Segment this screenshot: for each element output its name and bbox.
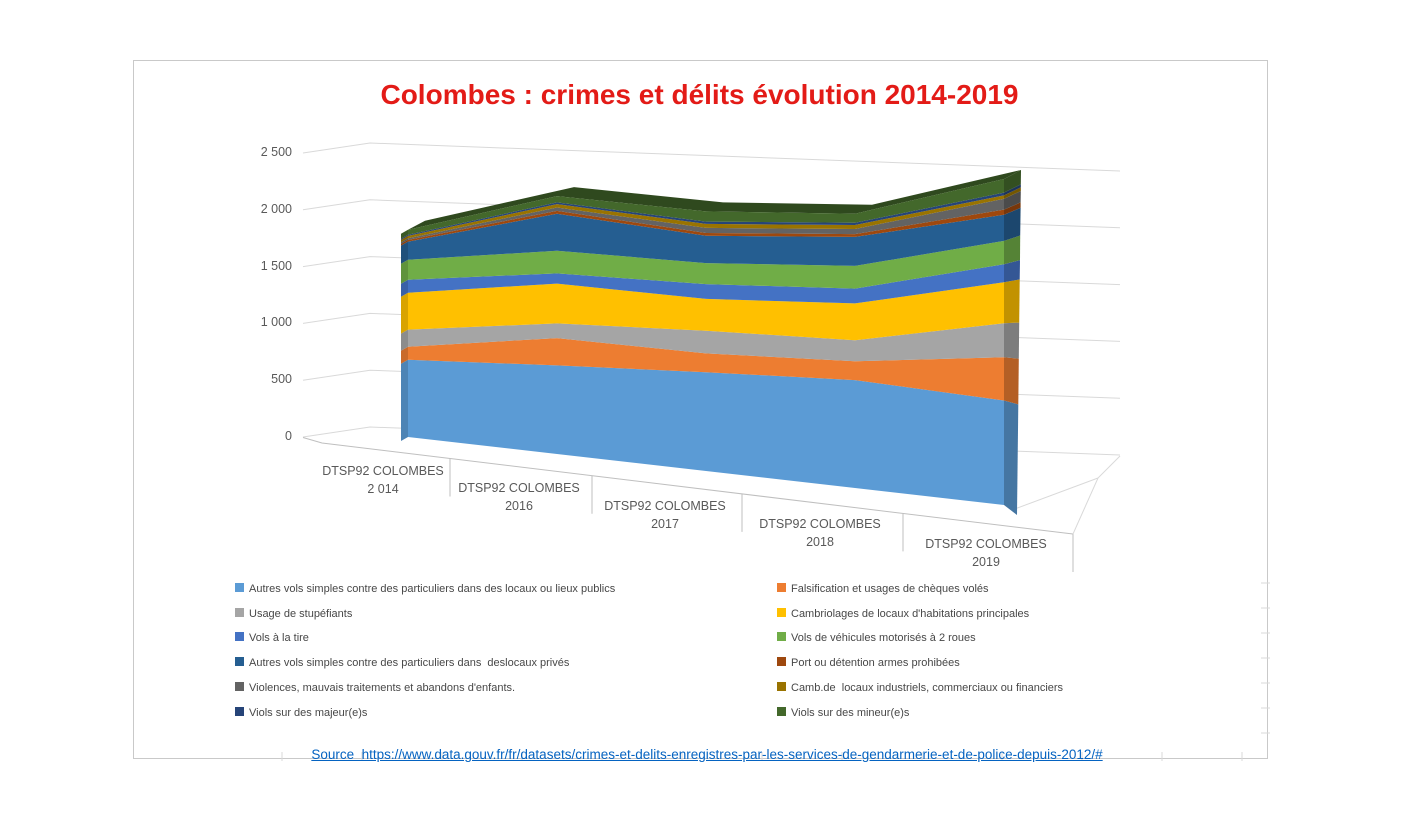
legend-label: Camb.de locaux industriels, commerciaux ou financiers: [791, 681, 1064, 694]
legend-item: [235, 583, 615, 599]
legend-item: [777, 608, 1029, 624]
legend-swatch: [235, 632, 244, 641]
floor-right-edge: [1073, 456, 1120, 534]
legend-swatch: [777, 608, 786, 617]
legend-swatch: [235, 608, 244, 617]
series-side-face: [1004, 357, 1019, 404]
legend-item: [235, 608, 352, 624]
legend-item: [235, 632, 309, 648]
legend-swatch: [235, 583, 244, 592]
series-left-face: [401, 360, 408, 441]
category-label: DTSP92 COLOMBES 2019: [925, 537, 1047, 570]
legend-item: [777, 707, 909, 723]
legend-label: Port ou détention armes prohibées: [791, 657, 960, 670]
legend-label: Usage de stupéfiants: [249, 607, 353, 620]
legend-item: [777, 583, 989, 599]
category-label: DTSP92 COLOMBES 2018: [759, 517, 881, 550]
y-axis-tick-label: 1 000: [260, 315, 292, 330]
legend-swatch: [235, 707, 244, 716]
floor-back-edge: [1012, 478, 1098, 510]
legend-swatch: [777, 583, 786, 592]
series-side-face: [1004, 401, 1018, 516]
category-label: DTSP92 COLOMBES 2 014: [322, 464, 444, 497]
y-axis-tick-label: 0: [285, 429, 292, 443]
y-axis-tick-label: 1 500: [260, 258, 292, 273]
legend-item: [777, 632, 976, 648]
series-side-face: [1004, 323, 1019, 359]
category-label: DTSP92 COLOMBES 2016: [458, 480, 580, 513]
legend-label: Falsification et usages de chèques volés: [791, 583, 989, 595]
value-gridline: [303, 143, 1120, 171]
legend-label: Autres vols simples contre des particuliers dans des locaux ou lieux publics: [249, 583, 616, 595]
legend-swatch: [777, 632, 786, 641]
legend-item: [777, 657, 960, 673]
y-axis-tick-label: 2 000: [260, 201, 292, 216]
y-axis-tick-label: 2 500: [260, 145, 292, 159]
legend-swatch: [777, 657, 786, 666]
legend-swatch: [235, 657, 244, 666]
series-left-face: [401, 260, 408, 284]
legend-label: Autres vols simples contre des particuliers dans deslocaux privés: [249, 657, 570, 670]
legend-label: Vols à la tire: [249, 632, 309, 645]
legend-label: Viols sur des mineur(e)s: [791, 706, 910, 719]
legend-item: [235, 682, 515, 698]
category-label: DTSP92 COLOMBES 2017: [604, 498, 726, 531]
legend-label: Violences, mauvais traitements et abandons d'enfants.: [249, 681, 516, 694]
legend-label: Cambriolages de locaux d'habitations principales: [791, 607, 1030, 620]
legend-swatch: [777, 682, 786, 691]
y-axis-tick-label: 500: [271, 372, 292, 387]
legend-item: [235, 657, 569, 673]
legend-label: Viols sur des majeur(e)s: [249, 706, 368, 719]
source-line: [133, 732, 1266, 777]
source-link[interactable]: Source https://www.data.gouv.fr/fr/datasets/crimes-et-delits-enregistres-par-les-services-de-gendarmerie-et-de-police-depuis-2012/#: [311, 747, 1103, 762]
legend-swatch: [777, 707, 786, 716]
legend-item: [777, 682, 1063, 698]
legend-swatch: [235, 682, 244, 691]
legend-label: Vols de véhicules motorisés à 2 roues: [791, 632, 976, 645]
chart-title: Colombes : crimes et délits évolution 2014-2019: [380, 79, 1019, 110]
series-side-face: [1004, 279, 1020, 323]
series-left-face: [401, 293, 408, 334]
legend-item: [235, 707, 367, 723]
